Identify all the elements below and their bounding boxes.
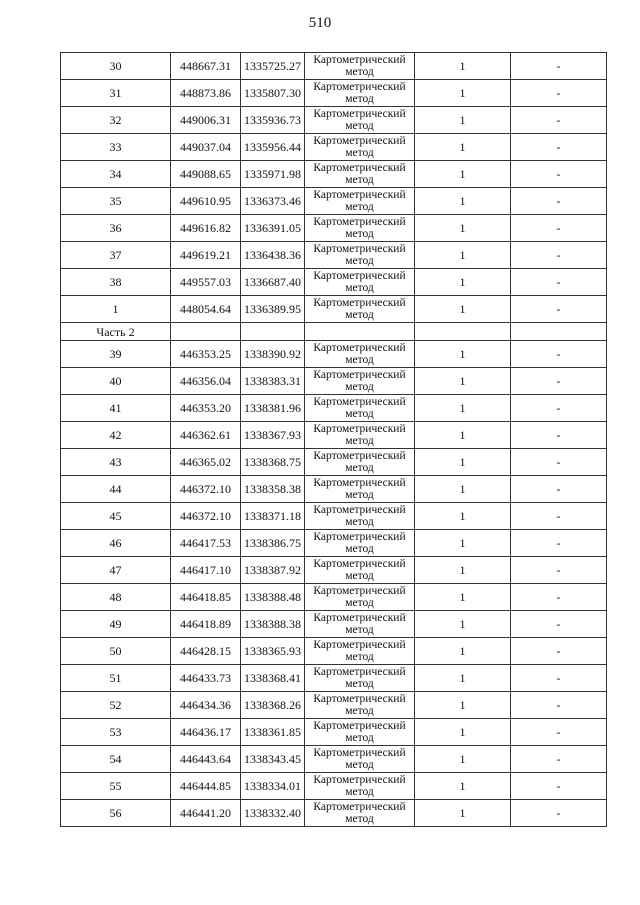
x-coordinate-cell: 448873.86 (171, 80, 241, 107)
method-line-1: Картометрический (313, 216, 406, 228)
method-line-2: метод (345, 543, 374, 555)
table-row (61, 422, 607, 449)
note-cell: - (511, 80, 607, 107)
accuracy-cell: 1 (415, 449, 511, 476)
note-cell: - (511, 665, 607, 692)
method-line-1: Картометрический (313, 162, 406, 174)
method-line-2: метод (345, 93, 374, 105)
method-line-2: метод (345, 624, 374, 636)
method-cell (305, 557, 415, 584)
accuracy-cell: 1 (415, 692, 511, 719)
table-row (61, 800, 607, 827)
method-line-1: Картометрический (313, 639, 406, 651)
y-coordinate-cell: 1338368.41 (241, 665, 305, 692)
point-number-cell: 40 (61, 368, 171, 395)
accuracy-cell: 1 (415, 134, 511, 161)
point-number-cell: 50 (61, 638, 171, 665)
note-cell: - (511, 269, 607, 296)
y-coordinate-cell: 1335936.73 (241, 107, 305, 134)
point-number-cell: 30 (61, 53, 171, 80)
point-number-cell: 43 (61, 449, 171, 476)
method-line-2: метод (345, 309, 374, 321)
table-row (61, 719, 607, 746)
accuracy-cell: 1 (415, 800, 511, 827)
coordinates-table-body (61, 53, 607, 827)
accuracy-cell: 1 (415, 719, 511, 746)
x-coordinate-cell: 446372.10 (171, 503, 241, 530)
method-line-1: Картометрический (313, 774, 406, 786)
method-line-1: Картометрический (313, 297, 406, 309)
table-row (61, 215, 607, 242)
y-coordinate-cell: 1338386.75 (241, 530, 305, 557)
method-line-1: Картометрический (313, 504, 406, 516)
method-line-2: метод (345, 516, 374, 528)
method-cell (305, 161, 415, 188)
table-row (61, 242, 607, 269)
method-line-2: метод (345, 570, 374, 582)
method-cell (305, 449, 415, 476)
page-number: 510 (308, 15, 332, 31)
y-coordinate-cell: 1338343.45 (241, 746, 305, 773)
y-coordinate-cell: 1338368.75 (241, 449, 305, 476)
y-coordinate-cell: 1338387.92 (241, 557, 305, 584)
method-line-2: метод (345, 255, 374, 267)
accuracy-cell: 1 (415, 746, 511, 773)
note-cell: - (511, 530, 607, 557)
table-row (61, 368, 607, 395)
note-cell: - (511, 296, 607, 323)
y-coordinate-cell: 1335725.27 (241, 53, 305, 80)
accuracy-cell: 1 (415, 368, 511, 395)
method-line-2: метод (345, 759, 374, 771)
y-coordinate-cell: 1338388.48 (241, 584, 305, 611)
method-line-1: Картометрический (313, 54, 406, 66)
y-coordinate-cell: 1335807.30 (241, 80, 305, 107)
method-line-1: Картометрический (313, 558, 406, 570)
method-cell (305, 422, 415, 449)
y-coordinate-cell: 1335956.44 (241, 134, 305, 161)
y-coordinate-cell: 1338334.01 (241, 773, 305, 800)
method-line-2: метод (345, 813, 374, 825)
method-cell (305, 107, 415, 134)
note-cell: - (511, 773, 607, 800)
accuracy-cell: 1 (415, 53, 511, 80)
x-coordinate-cell: 446433.73 (171, 665, 241, 692)
accuracy-cell: 1 (415, 107, 511, 134)
note-cell: - (511, 800, 607, 827)
y-coordinate-cell: 1338358.38 (241, 476, 305, 503)
method-line-2: метод (345, 705, 374, 717)
method-line-1: Картометрический (313, 450, 406, 462)
x-coordinate-cell: 446365.02 (171, 449, 241, 476)
method-line-1: Картометрический (313, 612, 406, 624)
table-row (61, 161, 607, 188)
point-number-cell: 44 (61, 476, 171, 503)
method-line-1: Картометрический (313, 135, 406, 147)
point-number-cell: 34 (61, 161, 171, 188)
point-number-cell: 38 (61, 269, 171, 296)
x-coordinate-cell: 449088.65 (171, 161, 241, 188)
accuracy-cell: 1 (415, 773, 511, 800)
method-cell (305, 773, 415, 800)
method-cell (305, 584, 415, 611)
method-line-2: метод (345, 786, 374, 798)
method-line-1: Картометрический (313, 243, 406, 255)
method-cell (305, 476, 415, 503)
method-cell (305, 188, 415, 215)
note-cell: - (511, 584, 607, 611)
method-line-1: Картометрический (313, 189, 406, 201)
y-coordinate-cell: 1335971.98 (241, 161, 305, 188)
accuracy-cell: 1 (415, 503, 511, 530)
method-line-1: Картометрический (313, 585, 406, 597)
method-line-1: Картометрический (313, 720, 406, 732)
method-line-2: метод (345, 435, 374, 447)
y-coordinate-cell: 1338381.96 (241, 395, 305, 422)
method-cell (305, 134, 415, 161)
method-line-1: Картометрический (313, 477, 406, 489)
note-cell: - (511, 188, 607, 215)
method-cell (305, 665, 415, 692)
table-row (61, 53, 607, 80)
note-cell: - (511, 368, 607, 395)
point-number-cell: 41 (61, 395, 171, 422)
method-line-2: метод (345, 651, 374, 663)
x-coordinate-cell: 446362.61 (171, 422, 241, 449)
y-coordinate-cell: 1338367.93 (241, 422, 305, 449)
method-cell (305, 215, 415, 242)
accuracy-cell: 1 (415, 296, 511, 323)
method-line-1: Картометрический (313, 369, 406, 381)
method-line-2: метод (345, 201, 374, 213)
y-coordinate-cell: 1338365.93 (241, 638, 305, 665)
method-line-2: метод (345, 354, 374, 366)
point-number-cell: 51 (61, 665, 171, 692)
accuracy-cell: 1 (415, 395, 511, 422)
table-row (61, 692, 607, 719)
note-cell: - (511, 422, 607, 449)
method-cell (305, 530, 415, 557)
x-coordinate-cell: 446356.04 (171, 368, 241, 395)
table-row (61, 503, 607, 530)
y-coordinate-cell: 1338388.38 (241, 611, 305, 638)
method-cell (305, 611, 415, 638)
method-line-1: Картометрический (313, 531, 406, 543)
note-cell: - (511, 341, 607, 368)
section-label: Часть 2 (61, 323, 171, 341)
x-coordinate-cell: 446417.53 (171, 530, 241, 557)
x-coordinate-cell: 446443.64 (171, 746, 241, 773)
empty-cell (305, 323, 415, 341)
accuracy-cell: 1 (415, 341, 511, 368)
point-number-cell: 45 (61, 503, 171, 530)
method-line-1: Картометрический (313, 342, 406, 354)
accuracy-cell: 1 (415, 584, 511, 611)
note-cell: - (511, 611, 607, 638)
method-cell (305, 242, 415, 269)
table-row (61, 611, 607, 638)
method-line-1: Картометрический (313, 693, 406, 705)
x-coordinate-cell: 449006.31 (171, 107, 241, 134)
point-number-cell: 32 (61, 107, 171, 134)
note-cell: - (511, 449, 607, 476)
point-number-cell: 54 (61, 746, 171, 773)
method-cell (305, 269, 415, 296)
accuracy-cell: 1 (415, 188, 511, 215)
method-cell (305, 692, 415, 719)
note-cell: - (511, 719, 607, 746)
accuracy-cell: 1 (415, 476, 511, 503)
x-coordinate-cell: 446353.20 (171, 395, 241, 422)
point-number-cell: 36 (61, 215, 171, 242)
note-cell: - (511, 476, 607, 503)
method-line-2: метод (345, 147, 374, 159)
accuracy-cell: 1 (415, 557, 511, 584)
empty-cell (171, 323, 241, 341)
coordinates-table (60, 52, 607, 827)
method-cell (305, 638, 415, 665)
point-number-cell: 53 (61, 719, 171, 746)
table-row (61, 107, 607, 134)
note-cell: - (511, 161, 607, 188)
method-cell (305, 503, 415, 530)
note-cell: - (511, 134, 607, 161)
table-row (61, 584, 607, 611)
method-line-1: Картометрический (313, 396, 406, 408)
table-row (61, 746, 607, 773)
accuracy-cell: 1 (415, 638, 511, 665)
note-cell: - (511, 692, 607, 719)
x-coordinate-cell: 448054.64 (171, 296, 241, 323)
accuracy-cell: 1 (415, 422, 511, 449)
x-coordinate-cell: 449557.03 (171, 269, 241, 296)
x-coordinate-cell: 449616.82 (171, 215, 241, 242)
table-row (61, 80, 607, 107)
point-number-cell: 47 (61, 557, 171, 584)
y-coordinate-cell: 1338368.26 (241, 692, 305, 719)
table-row (61, 395, 607, 422)
accuracy-cell: 1 (415, 215, 511, 242)
y-coordinate-cell: 1338383.31 (241, 368, 305, 395)
method-line-1: Картометрический (313, 423, 406, 435)
y-coordinate-cell: 1336687.40 (241, 269, 305, 296)
x-coordinate-cell: 449037.04 (171, 134, 241, 161)
table-row (61, 773, 607, 800)
note-cell: - (511, 746, 607, 773)
point-number-cell: 35 (61, 188, 171, 215)
method-line-2: метод (345, 597, 374, 609)
table-row (61, 449, 607, 476)
method-line-2: метод (345, 381, 374, 393)
table-row (61, 476, 607, 503)
table-row (61, 134, 607, 161)
note-cell: - (511, 107, 607, 134)
point-number-cell: 39 (61, 341, 171, 368)
point-number-cell: 37 (61, 242, 171, 269)
table-row (61, 296, 607, 323)
method-line-1: Картометрический (313, 270, 406, 282)
method-cell (305, 296, 415, 323)
y-coordinate-cell: 1338390.92 (241, 341, 305, 368)
x-coordinate-cell: 446418.85 (171, 584, 241, 611)
table-row (61, 269, 607, 296)
method-line-1: Картометрический (313, 108, 406, 120)
point-number-cell: 55 (61, 773, 171, 800)
x-coordinate-cell: 446418.89 (171, 611, 241, 638)
point-number-cell: 48 (61, 584, 171, 611)
method-line-2: метод (345, 408, 374, 420)
table-row (61, 188, 607, 215)
y-coordinate-cell: 1338371.18 (241, 503, 305, 530)
x-coordinate-cell: 448667.31 (171, 53, 241, 80)
point-number-cell: 52 (61, 692, 171, 719)
accuracy-cell: 1 (415, 80, 511, 107)
point-number-cell: 46 (61, 530, 171, 557)
empty-cell (241, 323, 305, 341)
x-coordinate-cell: 446434.36 (171, 692, 241, 719)
method-cell (305, 800, 415, 827)
method-cell (305, 395, 415, 422)
section-row (61, 323, 607, 341)
method-line-2: метод (345, 228, 374, 240)
method-cell (305, 719, 415, 746)
note-cell: - (511, 638, 607, 665)
note-cell: - (511, 215, 607, 242)
method-cell (305, 341, 415, 368)
x-coordinate-cell: 446441.20 (171, 800, 241, 827)
method-cell (305, 368, 415, 395)
x-coordinate-cell: 446444.85 (171, 773, 241, 800)
method-line-2: метод (345, 732, 374, 744)
method-line-2: метод (345, 489, 374, 501)
accuracy-cell: 1 (415, 611, 511, 638)
note-cell: - (511, 53, 607, 80)
empty-cell (415, 323, 511, 341)
table-row (61, 638, 607, 665)
point-number-cell: 56 (61, 800, 171, 827)
y-coordinate-cell: 1338361.85 (241, 719, 305, 746)
note-cell: - (511, 395, 607, 422)
point-number-cell: 31 (61, 80, 171, 107)
y-coordinate-cell: 1336373.46 (241, 188, 305, 215)
x-coordinate-cell: 446428.15 (171, 638, 241, 665)
method-cell (305, 80, 415, 107)
method-line-1: Картометрический (313, 801, 406, 813)
table-row (61, 665, 607, 692)
method-cell (305, 746, 415, 773)
accuracy-cell: 1 (415, 665, 511, 692)
y-coordinate-cell: 1336438.36 (241, 242, 305, 269)
x-coordinate-cell: 446436.17 (171, 719, 241, 746)
y-coordinate-cell: 1336389.95 (241, 296, 305, 323)
x-coordinate-cell: 446372.10 (171, 476, 241, 503)
method-line-2: метод (345, 678, 374, 690)
method-line-2: метод (345, 282, 374, 294)
table-row (61, 557, 607, 584)
method-line-2: метод (345, 174, 374, 186)
accuracy-cell: 1 (415, 269, 511, 296)
y-coordinate-cell: 1338332.40 (241, 800, 305, 827)
method-cell (305, 53, 415, 80)
x-coordinate-cell: 449610.95 (171, 188, 241, 215)
x-coordinate-cell: 446353.25 (171, 341, 241, 368)
method-line-2: метод (345, 66, 374, 78)
note-cell: - (511, 503, 607, 530)
point-number-cell: 49 (61, 611, 171, 638)
method-line-1: Картометрический (313, 81, 406, 93)
x-coordinate-cell: 449619.21 (171, 242, 241, 269)
table-row (61, 530, 607, 557)
empty-cell (511, 323, 607, 341)
point-number-cell: 42 (61, 422, 171, 449)
point-number-cell: 1 (61, 296, 171, 323)
note-cell: - (511, 242, 607, 269)
method-line-2: метод (345, 462, 374, 474)
method-line-1: Картометрический (313, 747, 406, 759)
x-coordinate-cell: 446417.10 (171, 557, 241, 584)
method-line-2: метод (345, 120, 374, 132)
accuracy-cell: 1 (415, 530, 511, 557)
point-number-cell: 33 (61, 134, 171, 161)
note-cell: - (511, 557, 607, 584)
method-line-1: Картометрический (313, 666, 406, 678)
accuracy-cell: 1 (415, 161, 511, 188)
accuracy-cell: 1 (415, 242, 511, 269)
table-row (61, 341, 607, 368)
y-coordinate-cell: 1336391.05 (241, 215, 305, 242)
